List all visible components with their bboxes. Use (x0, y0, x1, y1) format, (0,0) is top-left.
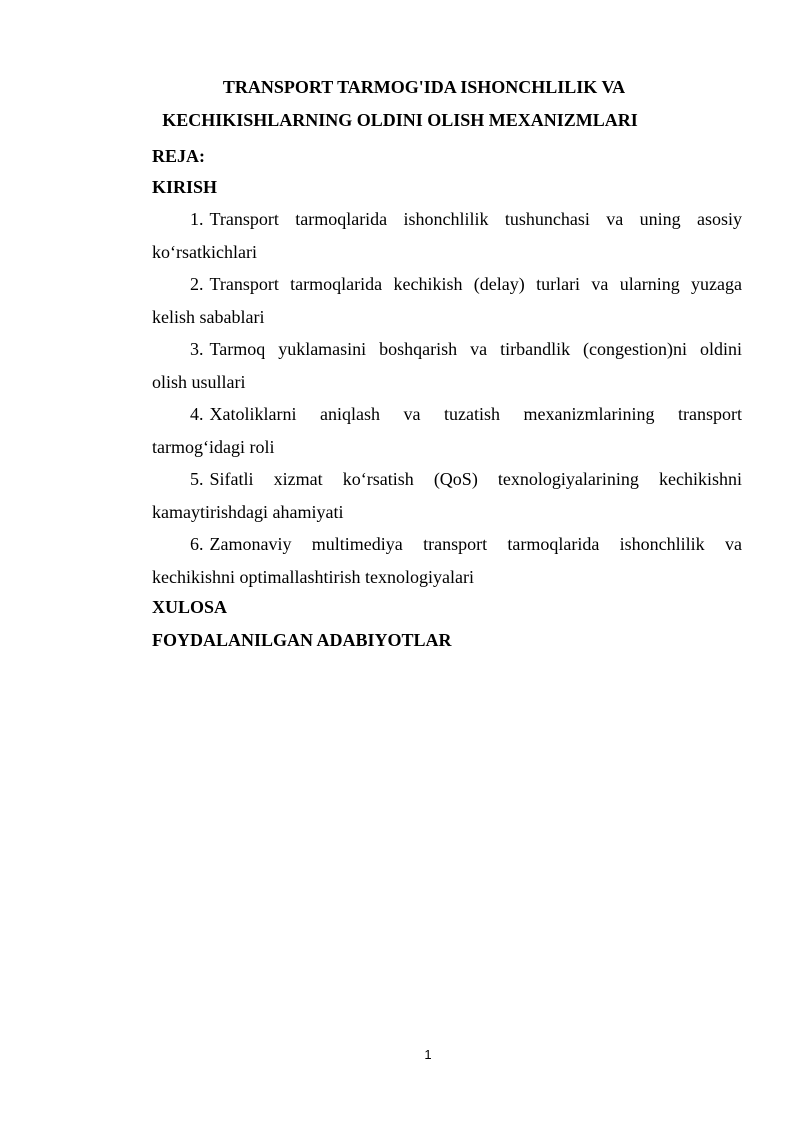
plan-item-6 (152, 528, 742, 593)
plan-item-6-text: Zamonaviy multimediya transport tarmoqlarida ishonchlilik va (209, 534, 742, 554)
plan-item-5 (152, 463, 742, 528)
plan-item-5-line-2: kamaytirishdagi ahamiyati (152, 501, 344, 522)
plan-item-1-text: Transport tarmoqlarida ishonchlilik tushunchasi va uning asosiy (209, 209, 742, 229)
plan-item-4-text: Xatoliklarni aniqlash va tuzatish mexanizmlarining transport (209, 404, 742, 424)
plan-item-2-text: Transport tarmoqlarida kechikish (delay) turlari va ularning yuzaga (209, 274, 742, 294)
plan-item-3-line-2: olish usullari (152, 371, 246, 392)
plan-item-6-line-1 (152, 528, 742, 561)
plan-item-2-line-1 (152, 268, 742, 301)
plan-item-3 (152, 333, 742, 398)
plan-item-3-text: Tarmoq yuklamasini boshqarish va tirbandlik (congestion)ni oldini (209, 339, 742, 359)
plan-item-2-number: 2. (190, 274, 204, 294)
plan-item-5-number: 5. (190, 469, 204, 489)
document-title-line-2: KECHIKISHLARNING OLDINI OLISH MEXANIZMLARI (162, 110, 638, 130)
plan-item-1-number: 1. (190, 209, 204, 229)
plan-item-5-line-1 (152, 463, 742, 496)
plan-item-4 (152, 398, 742, 463)
plan-item-6-line-2: kechikishni optimallashtirish texnologiyalari (152, 566, 474, 587)
references-heading: FOYDALANILGAN ADABIYOTLAR (152, 630, 452, 650)
plan-item-4-line-1 (152, 398, 742, 431)
plan-item-5-text: Sifatli xizmat ko‘rsatish (QoS) texnologiyalarining kechikishni (209, 469, 742, 489)
plan-item-4-line-2: tarmog‘idagi roli (152, 436, 275, 457)
plan-heading: REJA: (152, 146, 205, 166)
plan-item-2-line-2: kelish sabablari (152, 306, 265, 327)
plan-item-4-number: 4. (190, 404, 204, 424)
plan-item-6-number: 6. (190, 534, 204, 554)
plan-item-1-line-1 (152, 203, 742, 236)
plan-item-1 (152, 203, 742, 268)
intro-heading: KIRISH (152, 177, 218, 197)
plan-item-2 (152, 268, 742, 333)
page-number: 1 (424, 1047, 432, 1062)
plan-item-3-line-1 (152, 333, 742, 366)
plan-item-1-line-2: ko‘rsatkichlari (152, 241, 257, 262)
plan-item-3-number: 3. (190, 339, 204, 359)
document-title-line-1: TRANSPORT TARMOG'IDA ISHONCHLILIK VA (222, 77, 626, 97)
conclusion-heading: XULOSA (152, 597, 228, 617)
